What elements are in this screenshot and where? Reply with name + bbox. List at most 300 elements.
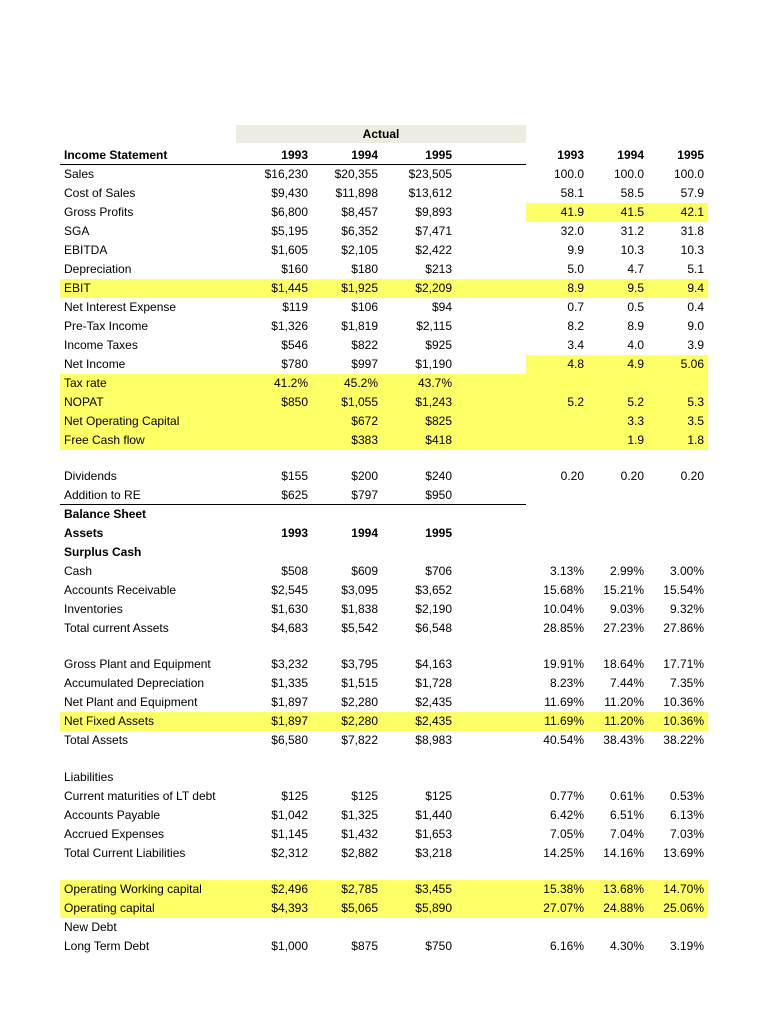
value-cell: 1994 [351,526,378,540]
value-cell: $2,190 [415,602,452,616]
percent-cell: 3.13% [549,564,584,578]
percent-cell: 19.91% [543,657,584,671]
table-row [60,222,710,241]
value-cell: $925 [425,338,452,352]
value-cell: $2,882 [341,846,378,860]
percent-cell: 3.3 [627,414,644,428]
table-row [60,806,710,825]
value-cell: $625 [281,488,308,502]
percent-cell: 5.2 [567,395,584,409]
row-label: Assets [64,526,104,540]
percent-cell [516,768,584,787]
value-cell: $4,683 [271,621,308,635]
value-cell: $4,163 [415,657,452,671]
value-cell: $94 [431,300,452,314]
value-cell: $180 [351,262,378,276]
percent-cell [516,505,584,524]
table-row [60,298,710,317]
value-cell: 1993 [281,526,308,540]
row-label: Total Assets [64,733,129,747]
table-row [60,581,710,600]
percent-cell: 3.19% [669,939,704,953]
percent-cell [636,524,704,543]
value-cell: $1,055 [341,395,378,409]
row-label: Free Cash flow [64,433,145,447]
table-row [60,355,710,374]
percent-cell: 10.3 [680,243,704,257]
value-cell: $546 [281,338,308,352]
value-cell: $1,728 [415,676,452,690]
row-label: Current maturities of LT debt [64,789,216,803]
percent-cell [516,431,584,450]
percent-cell: 14.16% [603,846,644,860]
percent-cell: 15.54% [663,583,704,597]
value-cell: $1,190 [415,357,452,371]
percent-cell: 17.71% [663,657,704,671]
row-label: Cost of Sales [64,186,136,200]
table-row [60,655,710,674]
value-cell: $1,243 [415,395,452,409]
row-label: Dividends [64,469,117,483]
percent-cell: 9.9 [567,243,584,257]
value-cell: $672 [351,414,378,428]
percent-cell [516,524,584,543]
value-cell: $1,042 [271,808,308,822]
row-label: Accounts Receivable [64,583,177,597]
value-cell: $2,785 [341,882,378,896]
table-row [60,825,710,844]
percent-cell: 13.69% [663,846,704,860]
value-cell: 1994 [351,148,378,162]
percent-cell: 11.69% [544,714,584,728]
percent-cell: 5.3 [687,395,704,409]
value-cell [310,768,378,787]
row-label: Income Statement [64,148,168,162]
row-label: Balance Sheet [64,507,147,521]
value-cell: $6,800 [271,205,308,219]
percent-cell: 10.36% [663,714,704,728]
percent-cell: 10.36% [663,695,704,709]
row-label: Total Current Liabilities [64,846,186,860]
value-cell: $2,209 [415,281,452,295]
percent-cell: 2.99% [609,564,644,578]
percent-cell [636,374,704,393]
value-cell: $850 [281,395,308,409]
percent-cell: 41.5 [620,205,644,219]
value-cell [310,543,378,562]
value-cell: $7,822 [341,733,378,747]
value-cell: $5,890 [415,901,452,915]
row-label: Net Fixed Assets [64,714,155,728]
value-cell: $155 [281,469,308,483]
value-cell: $3,652 [415,583,452,597]
row-label: Liabilities [64,770,114,784]
percent-cell: 7.35% [669,676,704,690]
percent-cell [516,543,584,562]
row-label: Sales [64,167,95,181]
table-row [60,674,710,693]
percent-cell: 58.1 [560,186,584,200]
percent-cell: 0.4 [687,300,704,314]
value-cell: $6,352 [341,224,378,238]
table-row [60,787,710,806]
value-cell: $3,455 [415,882,452,896]
value-cell: $2,496 [271,882,308,896]
percent-cell: 9.32% [669,602,704,616]
value-cell: $750 [425,939,452,953]
percent-cell: 27.86% [663,621,704,635]
value-cell: $2,280 [341,714,378,728]
row-label: EBIT [64,281,91,295]
percent-cell: 5.06 [680,357,704,371]
rule-income-statement [60,164,526,165]
percent-cell [576,486,644,505]
table-row [60,937,710,956]
percent-cell: 38.22% [663,733,704,747]
percent-cell: 7.05% [549,827,584,841]
percent-cell: 4.0 [627,338,644,352]
row-label: Gross Plant and Equipment [64,657,211,671]
table-row [60,165,710,184]
value-cell: $125 [281,789,308,803]
value-cell: $508 [281,564,308,578]
value-cell: $1,605 [271,243,308,257]
percent-cell: 38.43% [603,733,644,747]
value-cell: $200 [351,469,378,483]
value-cell: 41.2% [273,376,308,390]
value-cell: $6,580 [271,733,308,747]
percent-cell: 0.77% [549,789,584,803]
percent-cell [576,768,644,787]
value-cell: $1,653 [415,827,452,841]
value-cell: $9,430 [271,186,308,200]
percent-cell: 6.42% [549,808,584,822]
percent-cell: 27.07% [543,901,584,915]
percent-cell: 6.16% [549,939,584,953]
table-row [60,431,710,450]
row-label: Inventories [64,602,123,616]
value-cell: $2,422 [415,243,452,257]
percent-cell: 1995 [677,148,704,162]
value-cell: $106 [351,300,378,314]
percent-cell: 8.9 [567,281,584,295]
actual-header: Actual [236,125,526,143]
value-cell [240,768,308,787]
percent-cell: 10.04% [543,602,584,616]
row-label: Depreciation [64,262,132,276]
row-label: Net Interest Expense [64,300,177,314]
value-cell [240,918,308,937]
percent-cell: 8.2 [567,319,584,333]
percent-cell: 5.1 [687,262,704,276]
percent-cell: 100.0 [553,167,584,181]
percent-cell: 0.5 [627,300,644,314]
value-cell: $3,795 [341,657,378,671]
percent-cell: 40.54% [543,733,584,747]
table-row [60,600,710,619]
row-label: SGA [64,224,90,238]
row-label: New Debt [64,920,117,934]
value-cell: $609 [351,564,378,578]
value-cell [240,543,308,562]
value-cell: $213 [425,262,452,276]
value-cell: 1993 [281,148,308,162]
value-cell: $8,983 [415,733,452,747]
percent-cell: 31.2 [620,224,644,238]
percent-cell: 31.8 [680,224,704,238]
percent-cell: 0.20 [560,469,584,483]
row-label: Accrued Expenses [64,827,165,841]
value-cell: $5,065 [341,901,378,915]
value-cell: $8,457 [341,205,378,219]
value-cell: $1,000 [271,939,308,953]
percent-cell: 4.30% [609,939,644,953]
row-label: Accounts Payable [64,808,161,822]
table-row [60,619,710,638]
percent-cell: 9.0 [687,319,704,333]
row-label: Operating Working capital [64,882,202,896]
percent-cell: 3.4 [567,338,584,352]
row-label: Pre-Tax Income [64,319,149,333]
value-cell: $16,230 [264,167,308,181]
percent-cell: 27.23% [603,621,644,635]
percent-cell: 9.5 [627,281,644,295]
table-row [60,374,710,393]
value-cell: 1995 [425,526,452,540]
percent-cell: 1.8 [687,433,704,447]
table-row [60,712,710,731]
value-cell: $7,471 [415,224,452,238]
value-cell: $950 [425,488,452,502]
row-label: NOPAT [64,395,104,409]
percent-cell: 0.53% [669,789,704,803]
table-row [60,279,710,298]
value-cell: $5,542 [341,621,378,635]
percent-cell: 10.3 [620,243,644,257]
value-cell: $2,312 [271,846,308,860]
value-cell: $125 [425,789,452,803]
percent-cell: 4.8 [567,357,584,371]
percent-cell: 0.61% [609,789,644,803]
value-cell: $3,218 [415,846,452,860]
value-cell: $9,893 [415,205,452,219]
value-cell: $13,612 [408,186,452,200]
percent-cell [636,768,704,787]
percent-cell: 14.25% [543,846,584,860]
percent-cell [636,486,704,505]
percent-cell [576,543,644,562]
value-cell: $1,325 [341,808,378,822]
percent-cell: 15.21% [603,583,644,597]
value-cell: $822 [351,338,378,352]
percent-cell [576,524,644,543]
percent-cell [516,412,584,431]
value-cell: $383 [351,433,378,447]
table-row [60,844,710,863]
table-row [60,918,710,937]
table-row [60,260,710,279]
percent-cell: 57.9 [680,186,704,200]
value-cell: $1,515 [341,676,378,690]
value-cell: 45.2% [343,376,378,390]
percent-cell: 15.38% [543,882,584,896]
row-label: Tax rate [64,376,107,390]
percent-cell: 15.68% [543,583,584,597]
percent-cell [636,505,704,524]
percent-cell: 5.0 [567,262,584,276]
table-row [60,693,710,712]
value-cell: $6,548 [415,621,452,635]
percent-cell: 6.51% [609,808,644,822]
value-cell: $1,335 [271,676,308,690]
value-cell: $3,232 [271,657,308,671]
value-cell: $2,280 [341,695,378,709]
row-label: Accumulated Depreciation [64,676,205,690]
row-label: Cash [64,564,93,578]
value-cell: $160 [281,262,308,276]
value-cell: $3,095 [341,583,378,597]
row-label: Long Term Debt [64,939,150,953]
value-cell: $1,440 [415,808,452,822]
percent-cell [516,918,584,937]
table-row [60,731,710,750]
row-label: Gross Profits [64,205,134,219]
value-cell: $5,195 [271,224,308,238]
percent-cell: 4.9 [627,357,644,371]
value-cell [240,431,308,450]
percent-cell: 0.7 [567,300,584,314]
percent-cell: 7.44% [609,676,644,690]
table-row [60,146,710,165]
percent-cell: 7.04% [609,827,644,841]
percent-cell: 11.69% [544,695,584,709]
value-cell [384,505,452,524]
percent-cell: 9.03% [609,602,644,616]
value-cell: $1,925 [341,281,378,295]
percent-cell: 8.9 [627,319,644,333]
value-cell: $240 [425,469,452,483]
value-cell: $875 [351,939,378,953]
table-row [60,184,710,203]
value-cell: $1,897 [271,714,308,728]
table-row [60,768,710,787]
value-cell: $1,838 [341,602,378,616]
value-cell: $2,105 [341,243,378,257]
table-row [60,241,710,260]
table-row [60,317,710,336]
percent-cell: 9.4 [687,281,704,295]
value-cell: $2,115 [416,319,452,333]
percent-cell [576,505,644,524]
value-cell: $2,435 [415,695,452,709]
percent-cell: 24.88% [603,901,644,915]
percent-cell: 25.06% [663,901,704,915]
percent-cell: 28.85% [543,621,584,635]
table-row [60,412,710,431]
value-cell: $1,630 [271,602,308,616]
percent-cell: 11.20% [604,714,644,728]
row-label: Net Operating Capital [64,414,180,428]
percent-cell: 6.13% [669,808,704,822]
table-row [60,336,710,355]
percent-cell: 11.20% [604,695,644,709]
percent-cell [516,486,584,505]
percent-cell [636,918,704,937]
value-cell: $1,897 [271,695,308,709]
table-row [60,524,710,543]
table-row [60,505,710,524]
table-row [60,393,710,412]
value-cell: $4,393 [271,901,308,915]
rule-addition-re [60,504,526,505]
row-label: EBITDA [64,243,108,257]
value-cell [384,918,452,937]
table-row [60,467,710,486]
table-row [60,543,710,562]
percent-cell: 0.20 [680,469,704,483]
row-label: Net Plant and Equipment [64,695,198,709]
table-row [60,562,710,581]
row-label: Addition to RE [64,488,141,502]
header-right-blank [526,125,708,143]
value-cell: $2,435 [415,714,452,728]
percent-cell: 3.5 [687,414,704,428]
percent-cell: 100.0 [613,167,644,181]
percent-cell: 1.9 [627,433,644,447]
value-cell: $2,545 [271,583,308,597]
value-cell [240,412,308,431]
row-label: Net Income [64,357,126,371]
percent-cell [636,543,704,562]
value-cell: $119 [282,300,308,314]
value-cell: 1995 [425,148,452,162]
table-row [60,486,710,505]
value-cell: $780 [281,357,308,371]
value-cell [240,505,308,524]
value-cell: $11,898 [335,186,378,200]
value-cell [310,505,378,524]
value-cell [384,768,452,787]
percent-cell: 42.1 [680,205,704,219]
table-row [60,203,710,222]
percent-cell: 8.23% [549,676,584,690]
value-cell: $825 [425,414,452,428]
percent-cell [576,918,644,937]
percent-cell: 100.0 [673,167,704,181]
percent-cell: 14.70% [663,882,704,896]
value-cell [310,918,378,937]
value-cell: $1,145 [271,827,308,841]
percent-cell: 7.03% [669,827,704,841]
value-cell: $20,355 [334,167,378,181]
value-cell: $997 [351,357,378,371]
value-cell: $797 [351,488,378,502]
row-label: Total current Assets [64,621,169,635]
value-cell: $418 [425,433,452,447]
row-label: Surplus Cash [64,545,142,559]
percent-cell: 41.9 [560,205,584,219]
percent-cell: 4.7 [627,262,644,276]
value-cell: 43.7% [417,376,452,390]
percent-cell: 58.5 [620,186,644,200]
row-label: Income Taxes [64,338,138,352]
value-cell: $1,326 [271,319,308,333]
percent-cell [576,374,644,393]
value-cell: $1,445 [271,281,308,295]
value-cell: $23,505 [408,167,452,181]
percent-cell: 3.00% [669,564,704,578]
percent-cell: 5.2 [627,395,644,409]
